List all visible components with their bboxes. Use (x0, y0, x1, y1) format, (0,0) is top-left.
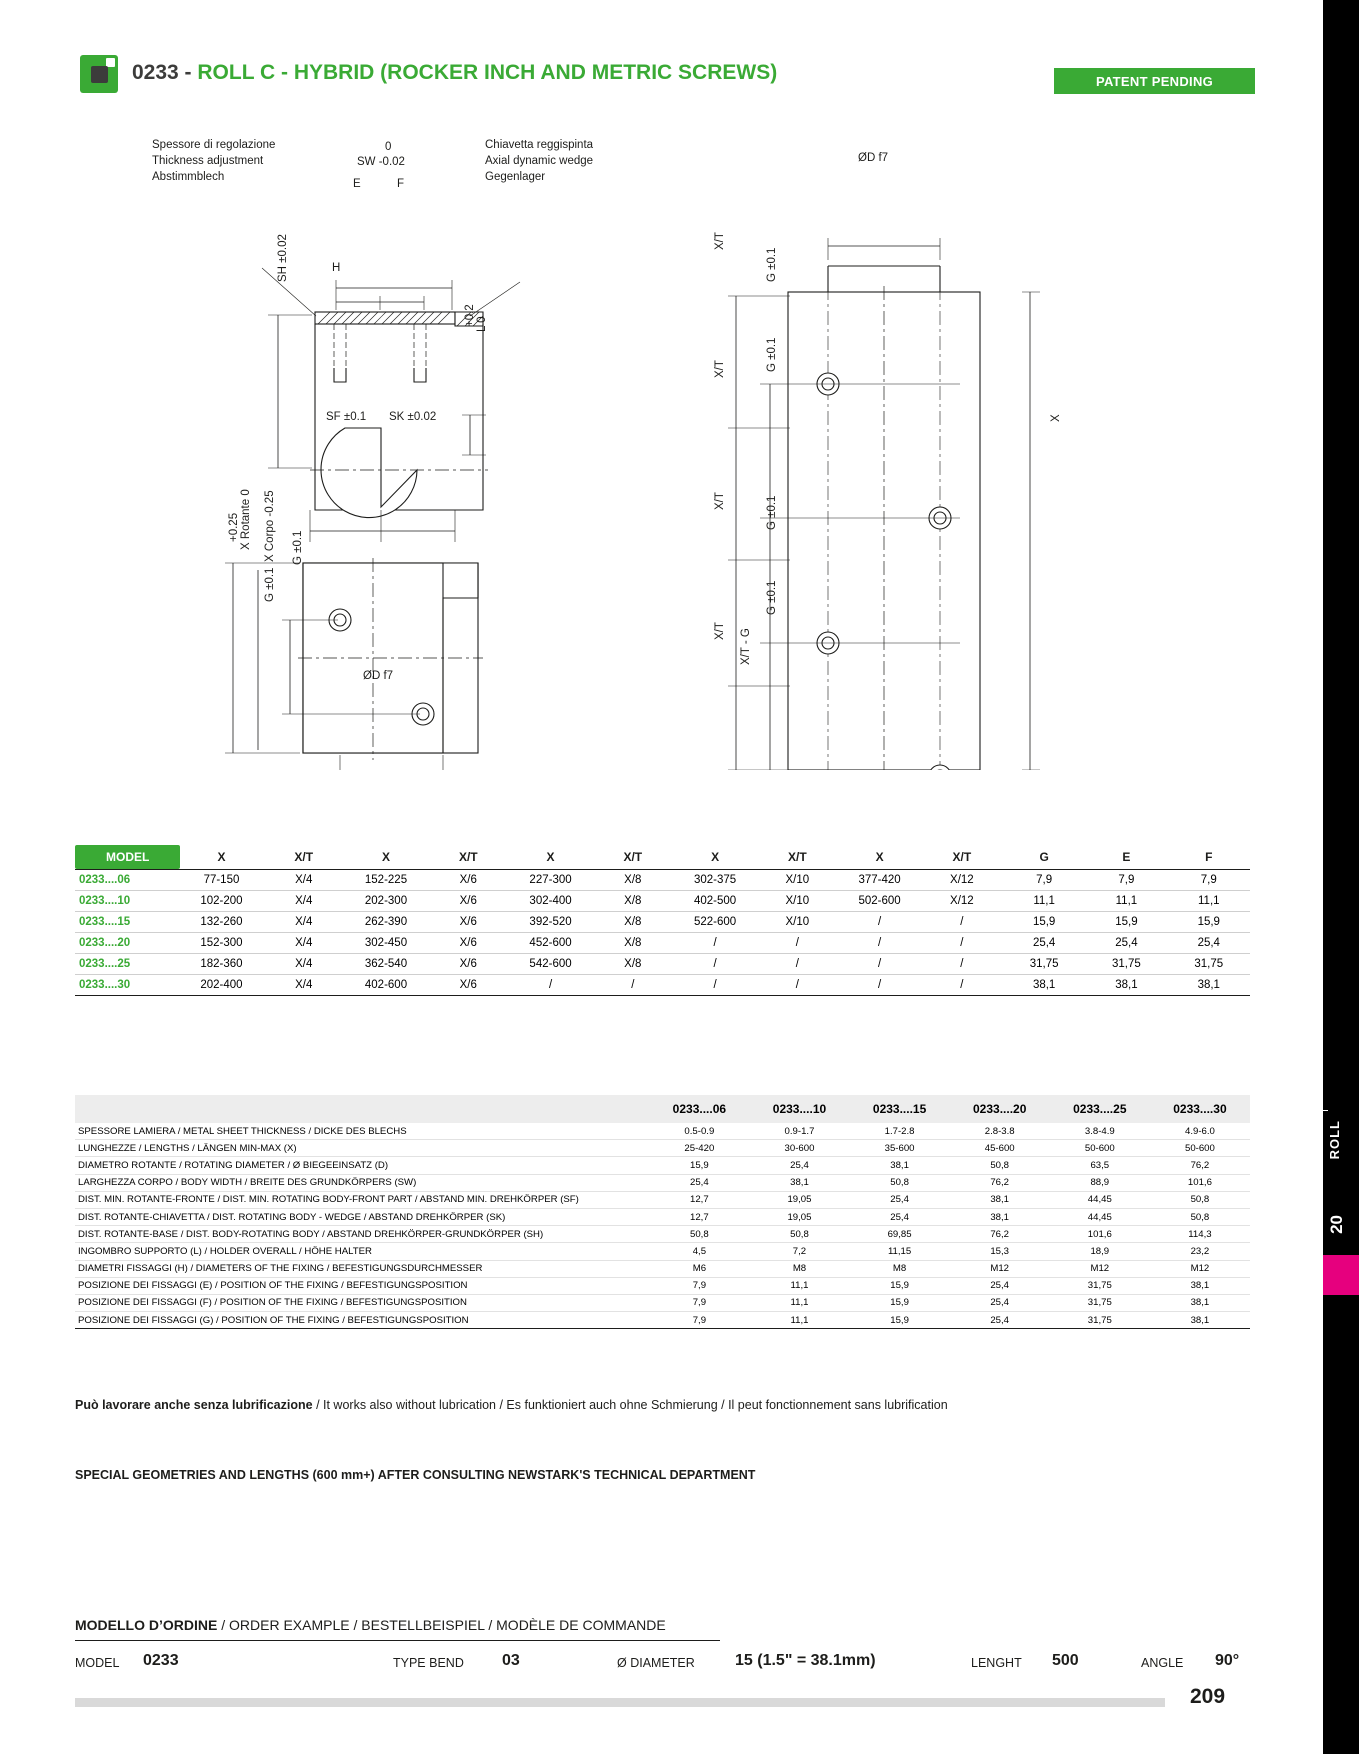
label-h: H (332, 262, 341, 274)
spec-value: 38,1 (990, 1194, 1010, 1206)
cell: 152-300 (200, 937, 243, 949)
cell: X/12 (950, 895, 974, 907)
spec-header-model: 0233....30 (1173, 1102, 1227, 1116)
newstark-logo-icon (80, 55, 118, 93)
order-angle-label: ANGLE (1141, 1656, 1184, 1670)
spec-label: DIST. ROTANTE-CHIAVETTA / DIST. ROTATING BODY - WEDGE / ABSTAND DREHKÖRPER (SK) (78, 1211, 506, 1223)
spec-label: DIST. MIN. ROTANTE-FRONTE / DIST. MIN. ROTATING BODY-FRONT PART / ABSTAND MIN. DREHKÖRPER (SF) (78, 1194, 579, 1206)
edge-section-label: ROLL (1327, 1120, 1342, 1160)
col-header: F (1205, 850, 1213, 864)
spec-value: 11,1 (790, 1314, 809, 1326)
spec-row (75, 1260, 1250, 1277)
label-xt-4: X/T (714, 622, 726, 640)
spec-value: 101,6 (1187, 1177, 1212, 1189)
spec-value: M8 (792, 1263, 807, 1275)
cell: X/4 (295, 958, 313, 970)
label-sf: SF ±0.1 (326, 411, 367, 423)
edge-tick (1318, 1110, 1328, 1111)
spec-value: 114,3 (1188, 1228, 1212, 1240)
order-diameter-value: 15 (1.5" = 38.1mm) (735, 1652, 876, 1669)
spec-value: 101,6 (1087, 1228, 1112, 1240)
spec-value: 35-600 (884, 1142, 915, 1154)
spec-value: 4.9-6.0 (1184, 1125, 1215, 1137)
cell: 227-300 (529, 874, 572, 886)
table-row (75, 891, 1250, 912)
spec-value: M6 (692, 1263, 707, 1275)
cell-model: 0233....25 (79, 958, 131, 970)
table-header-row (75, 845, 1250, 870)
cell: / (960, 958, 964, 970)
cell: X/6 (459, 916, 477, 928)
label-x-rotante: X Rotante 0 (240, 489, 252, 550)
spec-value: 50-600 (1084, 1142, 1115, 1154)
cell: 302-450 (364, 937, 408, 949)
spec-value: 2.8-3.8 (984, 1125, 1015, 1137)
cell: X/4 (295, 979, 313, 991)
spec-value: 15,9 (890, 1280, 909, 1292)
cell-model: 0233....10 (79, 895, 131, 907)
cell: / (713, 937, 717, 949)
cell: 152-225 (364, 874, 408, 886)
spec-label: POSIZIONE DEI FISSAGGI (G) / POSITION OF THE FIXING / BEFESTIGUNGSPOSITION (78, 1314, 469, 1326)
cell: 38,1 (1032, 979, 1056, 991)
spec-value: 50-600 (1184, 1142, 1215, 1154)
spec-value: 7,2 (792, 1245, 807, 1257)
spec-value: 0.5-0.9 (684, 1125, 715, 1137)
order-example-row (75, 1650, 1240, 1680)
spec-row (75, 1294, 1250, 1311)
cell: 77-150 (203, 874, 240, 886)
spec-value: 45-600 (984, 1142, 1015, 1154)
spec-header-model: 0233....25 (1073, 1102, 1127, 1116)
cell: / (795, 958, 799, 970)
cell: 25,4 (1115, 937, 1138, 949)
label-wedge-en: Axial dynamic wedge (485, 155, 594, 167)
spec-value: 25,4 (890, 1194, 909, 1206)
table-row (75, 870, 1250, 891)
cell: / (960, 937, 964, 949)
cell: / (960, 979, 964, 991)
spec-header-row (75, 1095, 1250, 1123)
col-header: G (1039, 850, 1049, 864)
cell: 402-500 (693, 895, 737, 907)
cell: X/8 (624, 916, 642, 928)
cell: X/6 (459, 958, 477, 970)
spec-value: M8 (892, 1263, 907, 1275)
order-diameter-label: Ø DIAMETER (617, 1656, 695, 1670)
spec-value: 4,5 (692, 1245, 707, 1257)
cell: X/12 (950, 874, 974, 886)
cell: / (878, 937, 882, 949)
label-g01-b: G ±0.1 (264, 567, 276, 602)
order-length-label: LENGHT (971, 1656, 1022, 1670)
spec-value: 50,8 (790, 1228, 809, 1240)
spec-value: 31,75 (1087, 1314, 1112, 1326)
col-header: X/T (458, 850, 478, 864)
label-f: F (397, 178, 405, 190)
cell-model: 0233....20 (79, 937, 131, 949)
spec-row (75, 1226, 1250, 1243)
spec-value: 38,1 (890, 1159, 909, 1171)
cell: X/10 (785, 916, 810, 928)
order-length-value: 500 (1052, 1652, 1079, 1669)
spec-header-model: 0233....15 (872, 1102, 927, 1116)
spec-value: 18,9 (1090, 1245, 1110, 1257)
spec-label: LARGHEZZA CORPO / BODY WIDTH / BREITE DES GRUNDKÖRPERS (SW) (78, 1177, 417, 1189)
spec-value: 76,2 (990, 1177, 1010, 1189)
technical-drawing (0, 110, 1280, 770)
cell: 38,1 (1197, 979, 1220, 991)
label-xt-3: X/T (714, 492, 726, 510)
spec-value: 38,1 (790, 1177, 809, 1189)
order-model-value: 0233 (143, 1652, 179, 1669)
cell: / (795, 979, 799, 991)
col-header: X (875, 850, 884, 864)
spec-label: POSIZIONE DEI FISSAGGI (E) / POSITION OF THE FIXING / BEFESTIGUNGSPOSITION (78, 1280, 468, 1292)
label-l-bottom: L 0 (476, 316, 488, 332)
spec-value: 15,9 (690, 1159, 709, 1171)
spec-value: 69,85 (887, 1228, 912, 1240)
cell: X/8 (624, 958, 642, 970)
table-row (75, 933, 1250, 954)
spec-row (75, 1277, 1250, 1294)
spec-label: DIST. ROTANTE-BASE / DIST. BODY-ROTATING BODY / ABSTAND DREHKÖRPER-GRUNDKÖRPER (SH) (78, 1228, 544, 1240)
cell: X/6 (459, 979, 477, 991)
cell-model: 0233....06 (79, 874, 131, 886)
spec-value: 50,8 (690, 1228, 709, 1240)
spec-value: 76,2 (990, 1228, 1010, 1240)
cell: X/4 (295, 916, 313, 928)
spec-value: 25,4 (690, 1177, 709, 1189)
cell: 392-520 (529, 916, 572, 928)
spec-value: 11,15 (887, 1245, 912, 1257)
label-wedge-de: Gegenlager (485, 171, 546, 183)
spec-value: 38,1 (990, 1211, 1010, 1223)
spec-value: M12 (1090, 1263, 1110, 1275)
cell: / (548, 979, 553, 991)
cell: 31,75 (1194, 958, 1224, 970)
label-x-rotante-tol: +0.25 (228, 512, 240, 542)
spec-value: 19,05 (787, 1194, 812, 1206)
spec-value: 15,9 (890, 1314, 909, 1326)
order-bend-label: TYPE BEND (393, 1656, 464, 1670)
cell: 15,9 (1115, 916, 1138, 928)
cell-model: 0233....30 (79, 979, 131, 991)
label-od-f7-bottom: ØD f7 (363, 670, 394, 682)
spec-label: SPESSORE LAMIERA / METAL SHEET THICKNESS / DICKE DES BLECHS (78, 1125, 407, 1137)
spec-header-model: 0233....20 (973, 1102, 1027, 1116)
cell: 302-375 (693, 874, 737, 886)
cell: X/4 (295, 895, 313, 907)
spec-value: 31,75 (1087, 1280, 1112, 1292)
cell: X/8 (624, 937, 642, 949)
cell: X/4 (295, 937, 313, 949)
cell: 262-390 (364, 916, 408, 928)
spec-value: 7,9 (692, 1280, 707, 1292)
spec-value: 38,1 (1190, 1280, 1210, 1292)
col-header: X/T (623, 850, 643, 864)
spec-value: 38,1 (1190, 1297, 1210, 1309)
lubrication-note-rest: / It works also without lubrication / Es funktioniert auch ohne Schmierung / Il peut fonctionnement sans lubrification (312, 1398, 948, 1412)
cell: / (631, 979, 635, 991)
spec-value: 12,7 (690, 1211, 709, 1223)
cell: 102-200 (200, 895, 243, 907)
cell: X/6 (459, 895, 477, 907)
label-e: E (353, 178, 361, 190)
table-row (75, 975, 1250, 996)
label-x-corpo: X Corpo -0.25 (264, 490, 276, 562)
spec-value: 44,45 (1087, 1194, 1112, 1206)
spec-value: 12,7 (690, 1194, 709, 1206)
spec-value: 15,3 (990, 1245, 1010, 1257)
spec-value: 25,4 (890, 1211, 909, 1223)
cell: X/8 (624, 895, 642, 907)
label-sh: SH ±0.02 (277, 234, 289, 282)
spec-value: 63,5 (1090, 1159, 1110, 1171)
cell: 38,1 (1115, 979, 1138, 991)
table-row (75, 954, 1250, 975)
spec-header-blank (75, 1095, 649, 1123)
cell: X/4 (295, 874, 313, 886)
cell: 362-540 (364, 958, 408, 970)
cell: 31,75 (1029, 958, 1059, 970)
page-title-text: ROLL C - HYBRID (ROCKER INCH AND METRIC SCREWS) (197, 61, 778, 84)
spec-value: 50,8 (1190, 1211, 1210, 1223)
col-header: X/T (952, 850, 972, 864)
label-thickness-en: Thickness adjustment (152, 155, 264, 167)
spec-row (75, 1140, 1250, 1157)
spec-value: 31,75 (1087, 1297, 1112, 1309)
order-example-title-bold: MODELLO D’ORDINE (75, 1617, 218, 1633)
col-header: X (382, 850, 391, 864)
cell: / (878, 916, 882, 928)
spec-row (75, 1243, 1250, 1260)
cell: 182-360 (200, 958, 243, 970)
cell: X/10 (785, 874, 810, 886)
model-header-cell: MODEL (75, 845, 180, 870)
spec-row (75, 1157, 1250, 1174)
drawing-svg (0, 110, 1280, 770)
special-geometries-note: SPECIAL GEOMETRIES AND LENGTHS (600 mm+) AFTER CONSULTING NEWSTARK'S TECHNICAL DEPARTMENT (75, 1468, 756, 1482)
spec-value: 11,1 (790, 1297, 809, 1309)
col-header: X/T (294, 850, 314, 864)
spec-row (75, 1312, 1250, 1329)
label-od-f7-top: ØD f7 (858, 152, 889, 164)
spec-value: 25,4 (990, 1314, 1010, 1326)
spec-value: 38,1 (1190, 1314, 1210, 1326)
edge-section-number: 20 (1327, 1215, 1346, 1234)
cell: / (878, 958, 882, 970)
spec-value: 25-420 (684, 1142, 715, 1154)
label-xt-1: X/T (714, 232, 726, 250)
label-sk: SK ±0.02 (389, 411, 437, 423)
spec-label: INGOMBRO SUPPORTO (L) / HOLDER OVERALL / HÖHE HALTER (78, 1245, 372, 1257)
spec-value: 11,1 (790, 1280, 809, 1292)
spec-label: POSIZIONE DEI FISSAGGI (F) / POSITION OF THE FIXING / BEFESTIGUNGSPOSITION (78, 1297, 467, 1309)
cell: X/8 (624, 874, 642, 886)
label-thickness-de: Abstimmblech (152, 171, 225, 183)
cell: 25,4 (1197, 937, 1220, 949)
label-wedge-it: Chiavetta reggispinta (485, 139, 594, 151)
cell: 302-400 (529, 895, 572, 907)
edge-tab-bar (1323, 0, 1359, 1754)
spec-label: LUNGHEZZE / LENGTHS / LÄNGEN MIN-MAX (X) (78, 1142, 297, 1154)
lubrication-note (75, 1398, 948, 1412)
cell: 522-600 (693, 916, 737, 928)
spec-value: 50,8 (1190, 1194, 1210, 1206)
spec-value: 15,9 (890, 1297, 909, 1309)
label-thickness-it: Spessore di regolazione (152, 139, 276, 151)
cell: 31,75 (1112, 958, 1141, 970)
cell: 132-260 (200, 916, 243, 928)
order-model-label: MODEL (75, 1656, 120, 1670)
spec-row (75, 1123, 1250, 1140)
spec-value: 44,45 (1087, 1211, 1112, 1223)
order-example-title-rest: / ORDER EXAMPLE / BESTELLBEISPIEL / MODÈLE DE COMMANDE (217, 1617, 666, 1633)
page-title-code: 0233 - (132, 61, 198, 84)
spec-value: 3.8-4.9 (1084, 1125, 1115, 1137)
spec-row (75, 1208, 1250, 1225)
spec-value: M12 (990, 1263, 1010, 1275)
cell: / (960, 916, 964, 928)
cell: 402-600 (364, 979, 408, 991)
spec-value: 25,4 (990, 1297, 1010, 1309)
spec-header-model: 0233....10 (772, 1102, 827, 1116)
cell: 7,9 (1036, 874, 1053, 886)
cell: 542-600 (529, 958, 572, 970)
order-divider (75, 1640, 720, 1641)
label-l-top: +0.2 (464, 304, 476, 327)
cell: 25,4 (1032, 937, 1056, 949)
cell: 202-300 (364, 895, 408, 907)
spec-value: 25,4 (990, 1280, 1010, 1292)
spec-value: 19,05 (787, 1211, 812, 1223)
spec-label: DIAMETRO ROTANTE / ROTATING DIAMETER / Ø BIEGEEINSATZ (D) (78, 1159, 389, 1171)
spec-value: 50,8 (890, 1177, 909, 1189)
cell: 202-400 (200, 979, 243, 991)
cell: 502-600 (858, 895, 901, 907)
cell: 7,9 (1118, 874, 1135, 886)
page-title (132, 61, 777, 85)
label-xt-g: X/T - G (740, 628, 752, 665)
cell: / (878, 979, 882, 991)
cell: 15,9 (1032, 916, 1056, 928)
spec-value: 23,2 (1190, 1245, 1210, 1257)
spec-value: 0.9-1.7 (784, 1125, 815, 1137)
spec-value: M12 (1190, 1263, 1210, 1275)
col-header: X (711, 850, 720, 864)
spec-header-model: 0233....06 (672, 1102, 727, 1116)
cell: 11,1 (1198, 895, 1220, 907)
label-sw: SW -0.02 (357, 156, 405, 168)
footer-bar (75, 1698, 1165, 1707)
col-header: X (546, 850, 555, 864)
lubrication-note-bold: Può lavorare anche senza lubrificazione (75, 1398, 313, 1412)
spec-value: 7,9 (692, 1297, 707, 1309)
col-header: X/T (788, 850, 807, 864)
cell: / (713, 958, 717, 970)
spec-value: 25,4 (790, 1159, 809, 1171)
label-g01-4: G ±0.1 (766, 580, 778, 615)
label-g01-a: G ±0.1 (292, 530, 304, 565)
page-number: 209 (1190, 1685, 1226, 1708)
label-g01-3: G ±0.1 (766, 495, 778, 530)
patent-badge: PATENT PENDING (1054, 68, 1255, 94)
cell: X/6 (459, 874, 477, 886)
label-g01-2: G ±0.1 (766, 337, 778, 372)
label-x-overall: X (1050, 414, 1062, 422)
order-angle-value: 90° (1215, 1652, 1240, 1669)
spec-value: 1.7-2.8 (884, 1125, 915, 1137)
col-header: E (1122, 850, 1131, 864)
cell: 11,1 (1033, 895, 1055, 907)
label-g01-1: G ±0.1 (766, 247, 778, 282)
order-example-title (75, 1617, 666, 1633)
col-header: X (217, 850, 226, 864)
spec-label: DIAMETRI FISSAGGI (H) / DIAMETERS OF THE FIXING / BEFESTIGUNGSDURCHMESSER (78, 1263, 483, 1275)
spec-value: 30-600 (784, 1142, 815, 1154)
spec-row (75, 1174, 1250, 1191)
order-bend-value: 03 (502, 1652, 520, 1669)
cell: / (713, 979, 717, 991)
table-row (75, 912, 1250, 933)
edge-color-marker (1323, 1255, 1359, 1295)
spec-value: 76,2 (1190, 1159, 1210, 1171)
model-dimension-table (75, 845, 1250, 996)
cell: 452-600 (529, 937, 572, 949)
cell: 15,9 (1197, 916, 1220, 928)
specification-table (75, 1095, 1250, 1329)
label-xt-2: X/T (714, 360, 726, 378)
spec-value: 7,9 (692, 1314, 707, 1326)
spec-value: 88,9 (1090, 1177, 1110, 1189)
cell-model: 0233....15 (79, 916, 131, 928)
spec-row (75, 1191, 1250, 1208)
cell: X/10 (785, 895, 810, 907)
cell: X/6 (459, 937, 477, 949)
cell: 11,1 (1115, 895, 1138, 907)
cell: 7,9 (1200, 874, 1217, 886)
cell: / (795, 937, 799, 949)
cell: 377-420 (858, 874, 901, 886)
label-sw-top: 0 (385, 141, 392, 153)
spec-value: 50,8 (990, 1159, 1010, 1171)
